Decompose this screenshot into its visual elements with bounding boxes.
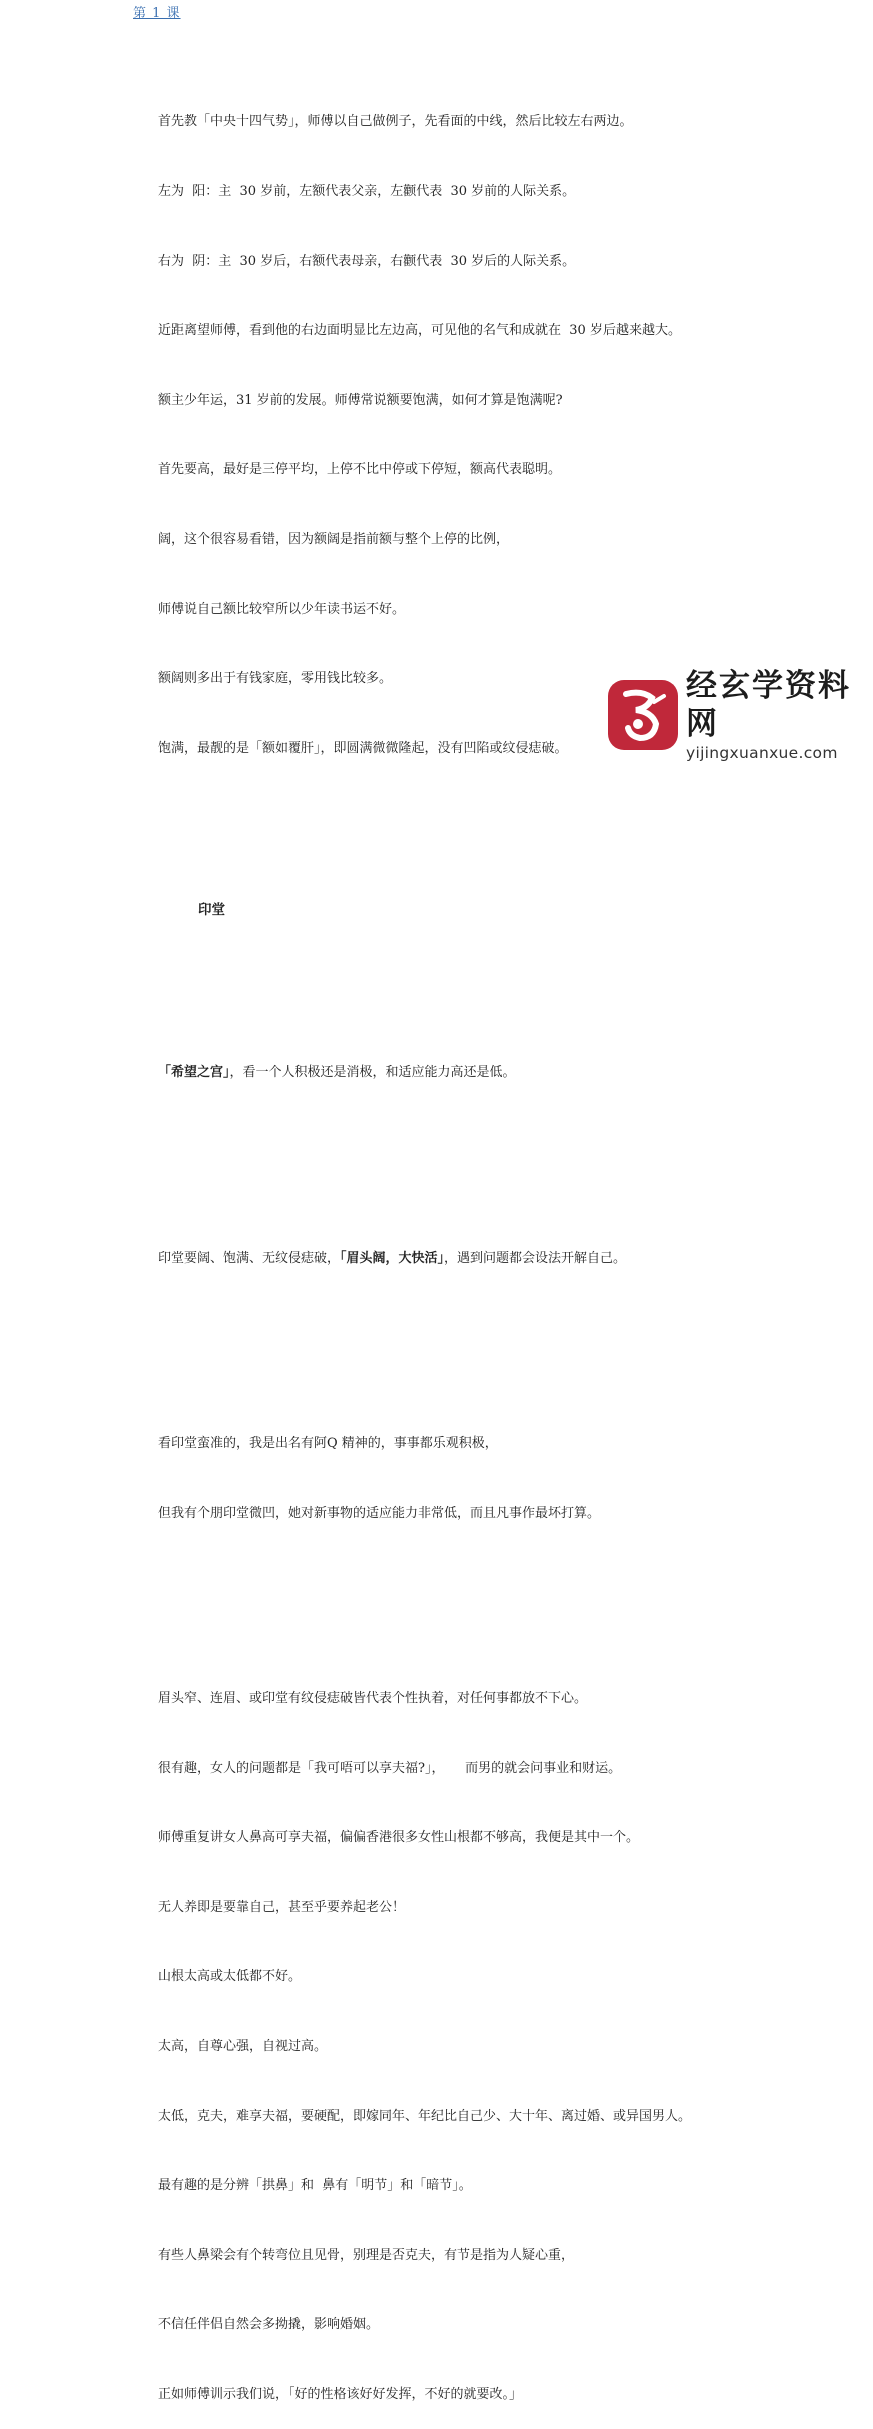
para4-line-6: 太高，自尊心强，自视过高。 <box>158 2038 328 2054</box>
para4-line-3: 师傅重复讲女人鼻高可享夫福，偏偏香港很多女性山根都不够高，我便是其中一个。 <box>158 1830 640 1846</box>
intro-line-8: 师傅说自己额比较窄所以少年读书运不好。 <box>158 601 406 617</box>
para3-line-1: 看印堂蛮准的，我是出名有阿Q 精神的，事事都乐观积极， <box>158 1435 498 1451</box>
intro-line-10: 饱满，最靓的是「额如覆肝」，即圆满微微隆起，没有凹陷或纹侵痣破。 <box>158 740 568 756</box>
para4-line-7: 太低，克夫，难享夫福，要硬配，即嫁同年、年纪比自己少、大十年、离过婚、或异国男人。 <box>158 2108 692 2124</box>
intro-line-6: 首先要高，最好是三停平均，上停不比中停或下停短，额高代表聪明。 <box>158 462 562 478</box>
lesson-link[interactable]: 第 1 课 <box>133 6 181 21</box>
intro-line-4: 近距离望师傅，看到他的右边面明显比左边高，可见他的名气和成就在 30 岁后越来越大。 <box>158 323 681 339</box>
intro-line-7: 阔，这个很容易看错，因为额阔是指前额与整个上停的比例， <box>158 531 510 547</box>
paragraph-brow <box>158 1247 858 1270</box>
paragraph-text: ，遇到问题都会设法开解自己。 <box>444 1250 627 1266</box>
para4-line-9: 有些人鼻梁会有个转弯位且见骨，别理是否克夫，有节是指为人疑心重， <box>158 2247 575 2263</box>
para4-line-5: 山根太高或太低都不好。 <box>158 1969 302 1985</box>
yi-swirl-logo-icon <box>608 680 678 750</box>
watermark-title: 经玄学资料网 <box>686 668 851 742</box>
section-heading: 印堂 <box>198 901 225 918</box>
paragraph-text: ，看一个人积极还是消极，和适应能力高还是低。 <box>229 1065 516 1081</box>
intro-line-1: 首先教「中央十四气势」，师傅以自己做例子，先看面的中线，然后比较左右两边。 <box>158 114 633 130</box>
watermark <box>608 670 870 760</box>
para4-line-10: 不信任伴侣自然会多拗撬，影响婚姻。 <box>158 2317 380 2333</box>
intro-line-5: 额主少年运，31 岁前的发展。师傅常说额要饱满，如何才算是饱满呢? <box>158 392 563 408</box>
intro-line-2: 左为 阳：主 30 岁前，左额代表父亲，左颧代表 30 岁前的人际关系。 <box>158 184 576 199</box>
paragraph-hope-palace <box>158 1061 858 1084</box>
para4-line-11: 正如师傅训示我们说，「好的性格该好好发挥，不好的就要改。」 <box>158 2386 523 2402</box>
bold-term: 「希望之宫」 <box>158 1065 230 1081</box>
para4-line-1: 眉头窄、连眉、或印堂有纹侵痣破皆代表个性执着，对任何事都放不下心。 <box>158 1690 588 1706</box>
para4-line-8: 最有趣的是分辨「拱鼻」和 鼻有「明节」和「暗节」。 <box>158 2178 472 2194</box>
paragraph-text: 印堂要阔、饱满、无纹侵痣破， <box>158 1250 341 1266</box>
para4-line-4: 无人养即是要靠自己，甚至乎要养起老公！ <box>158 1899 406 1915</box>
bold-term: 「眉头阔，大快活」 <box>340 1250 445 1266</box>
para3-line-2: 但我有个朋印堂微凹，她对新事物的适应能力非常低，而且凡事作最坏打算。 <box>158 1505 601 1521</box>
lesson-content <box>158 64 858 2429</box>
intro-line-9: 额阔则多出于有钱家庭，零用钱比较多。 <box>158 671 393 687</box>
para4-line-2: 很有趣，女人的问题都是「我可唔可以享夫福?」， 而男的就会问事业和财运。 <box>158 1760 622 1776</box>
intro-line-3: 右为 阴：主 30 岁后，右额代表母亲，右颧代表 30 岁后的人际关系。 <box>158 253 576 269</box>
watermark-url: yijingxuanxue.com <box>686 744 838 762</box>
